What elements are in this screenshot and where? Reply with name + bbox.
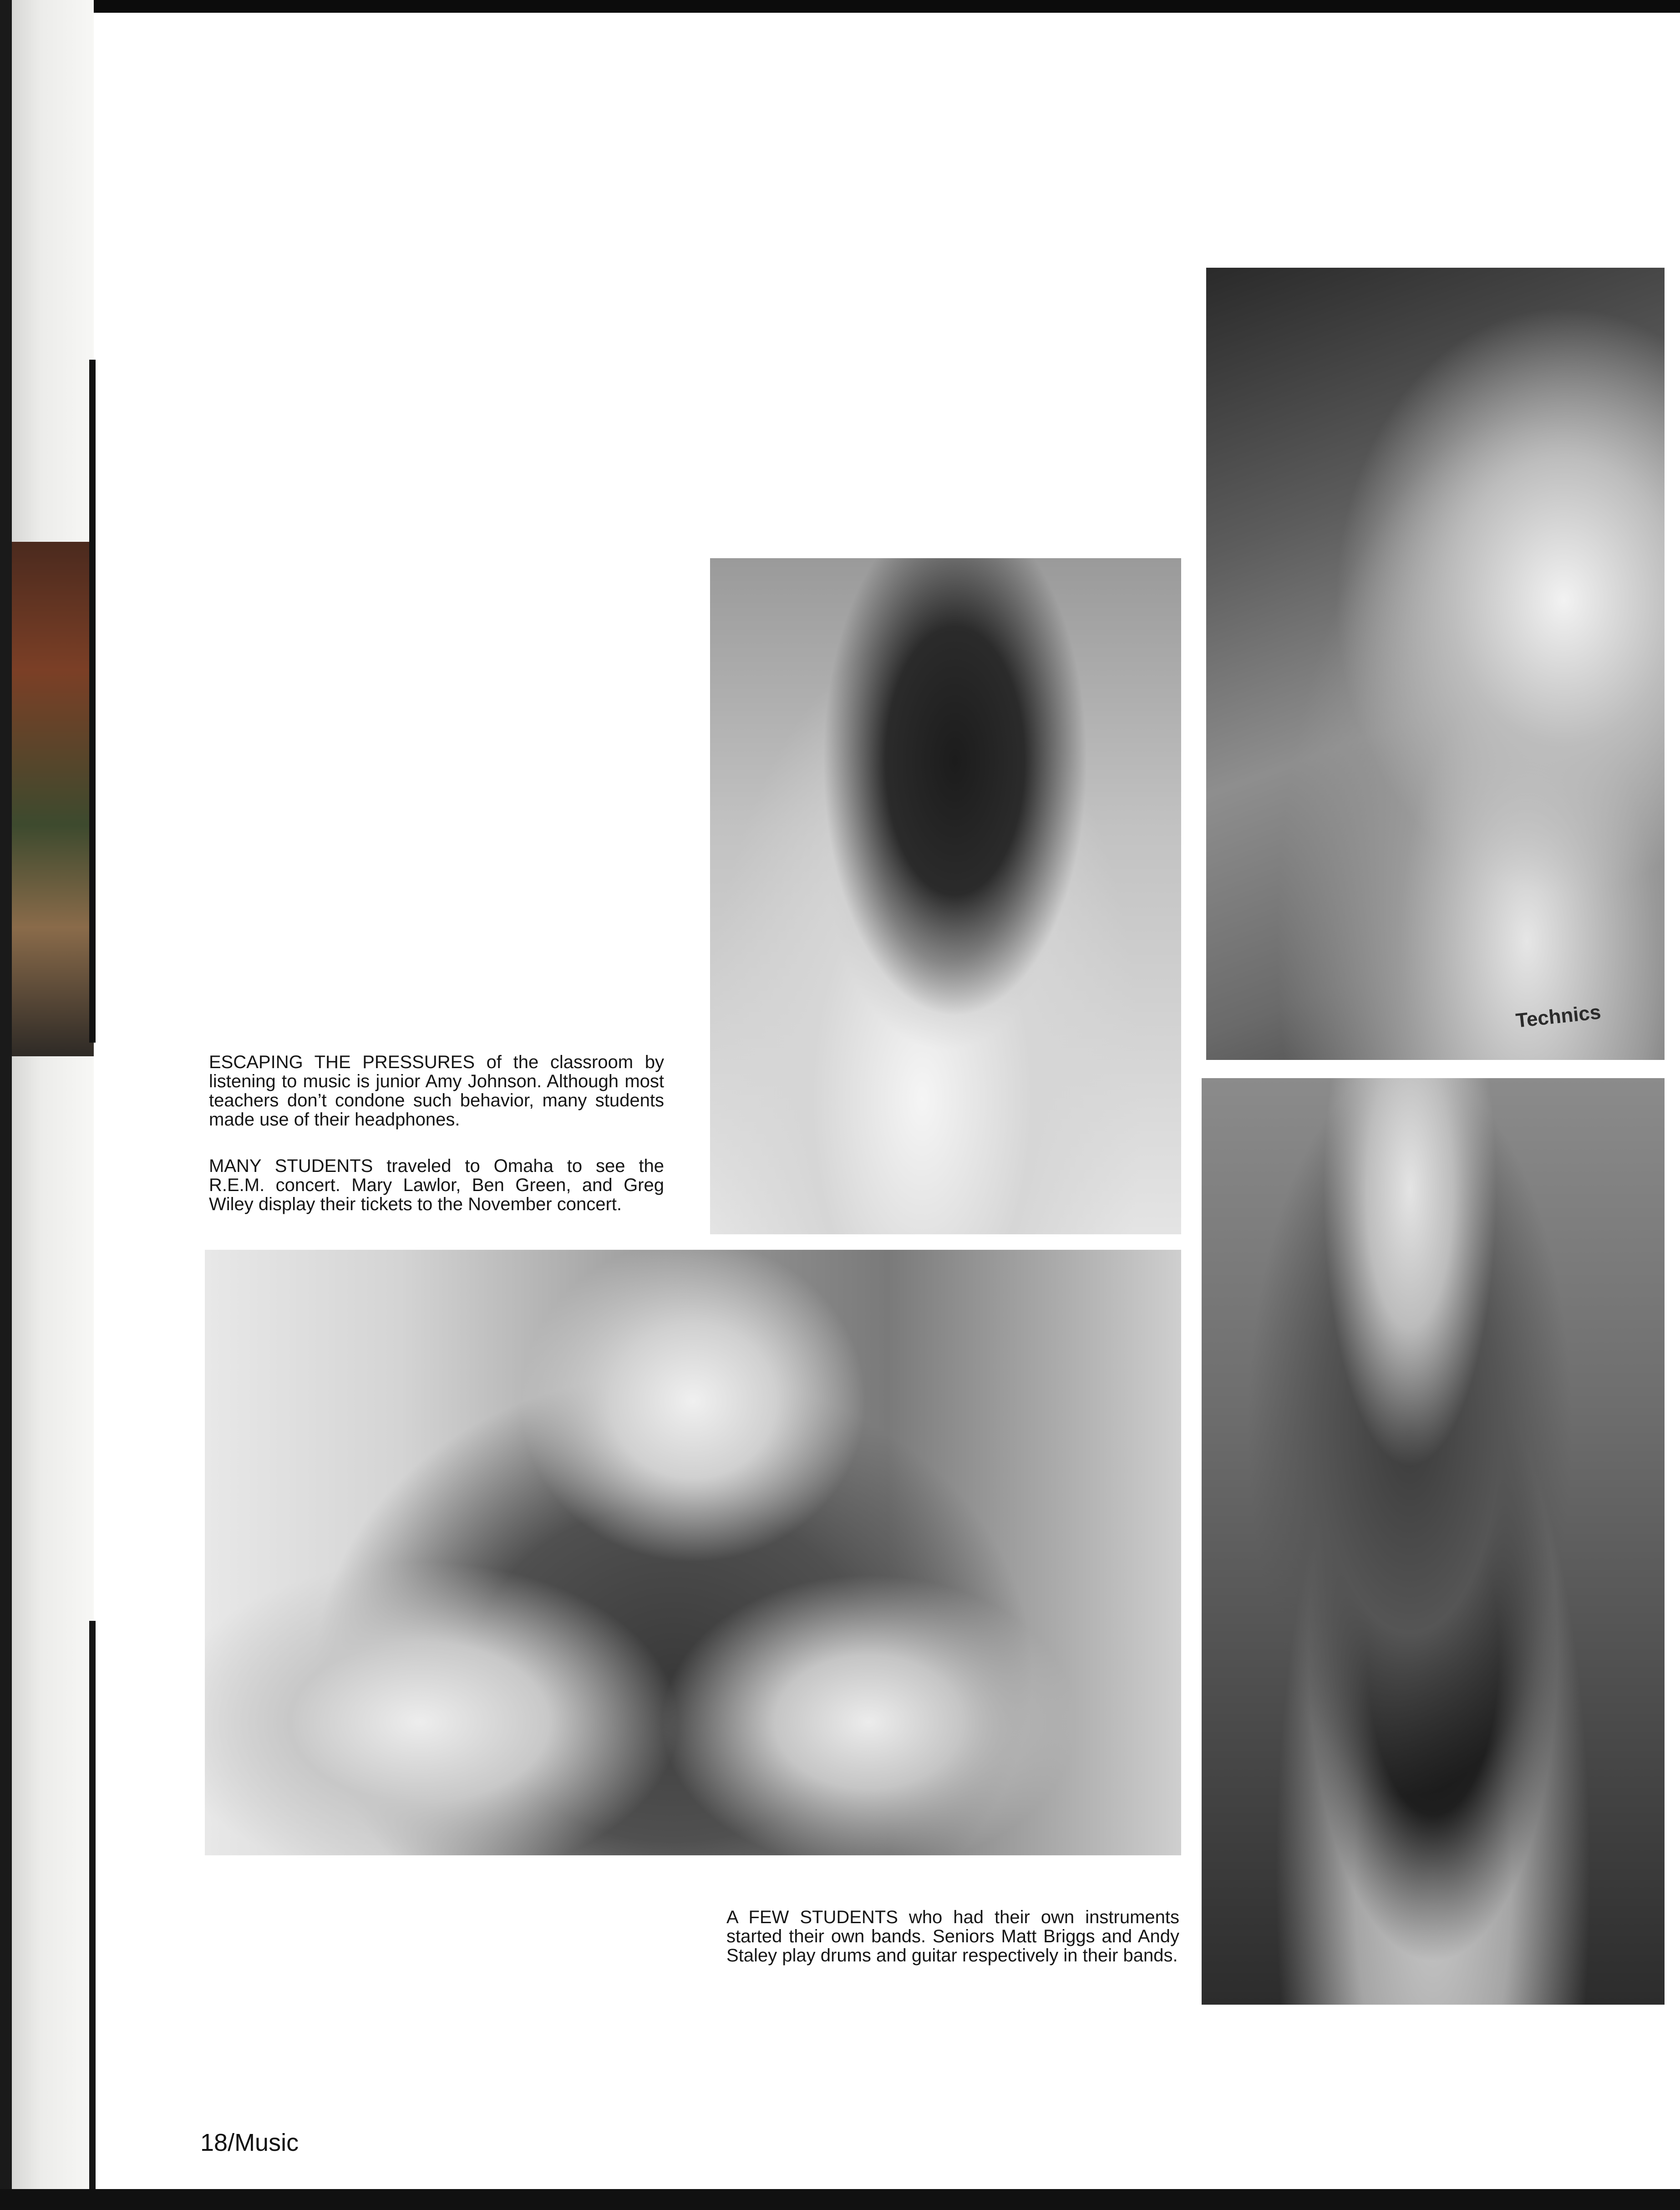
- tape-deck-photo: [1206, 268, 1665, 1060]
- page-folio: 18/Music: [200, 2129, 299, 2156]
- headphones-student-photo: [710, 558, 1181, 1234]
- rem-tickets-photo: [205, 1250, 1181, 1855]
- caption-body: traveled to Omaha to see the R.E.M. concert. Mary Lawlor, Ben Green, and Greg Wiley display their tickets to the November concert.: [209, 1156, 664, 1214]
- caption-escaping-pressures: [209, 1053, 664, 1129]
- caption-body: of the classroom by listening to music is junior Amy Johnson. Although most teachers don’t condone such behavior, many students made use of their headphones.: [209, 1052, 664, 1130]
- caption-many-students: [209, 1156, 664, 1214]
- spine-shadow-lower: [89, 1621, 96, 2189]
- caption-body: who had their own instruments started their own bands. Seniors Matt Briggs and Andy Staley play drums and guitar respectively in their bands.: [726, 1907, 1179, 1966]
- caption-few-students: [726, 1908, 1179, 1965]
- guitar-player-photo: [1202, 1078, 1665, 2005]
- caption-lead: A FEW STUDENTS: [726, 1907, 898, 1927]
- caption-lead: ESCAPING THE PRESSURES: [209, 1052, 475, 1072]
- tape-deck-brand-label: Technics: [1514, 1001, 1602, 1032]
- scan-edge-left: [0, 0, 12, 2210]
- facing-page-strip: [12, 0, 94, 2189]
- scan-edge-bottom: [0, 2189, 1680, 2210]
- facing-page-photo-sliver: [12, 542, 94, 1056]
- caption-lead: MANY STUDENTS: [209, 1156, 373, 1176]
- scan-edge-top: [0, 0, 1680, 13]
- spine-shadow-upper: [89, 360, 96, 1043]
